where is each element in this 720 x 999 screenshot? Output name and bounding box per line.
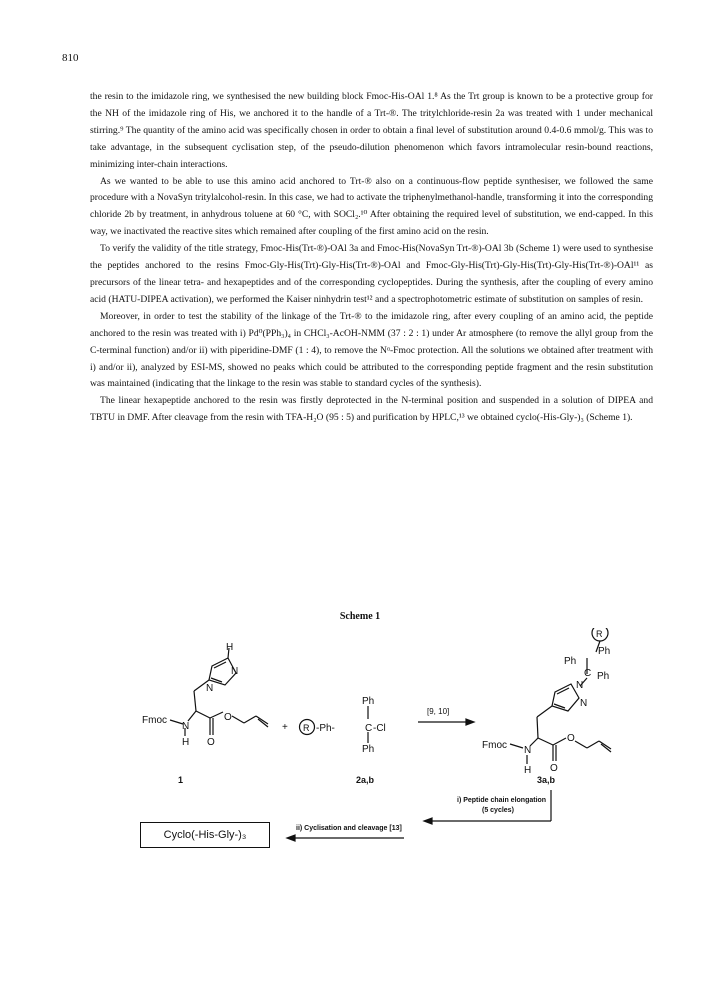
compound-label-2: 2a,b	[356, 775, 375, 785]
atom-n: N	[206, 683, 214, 694]
atom-r: R	[596, 629, 603, 639]
product-box: Cyclo(-His-Gly-)₃	[140, 822, 270, 848]
compound-label-1: 1	[178, 775, 184, 785]
atom-fmoc: Fmoc	[142, 715, 167, 726]
atom-o: O	[207, 737, 215, 748]
body-text	[90, 89, 653, 427]
atom-ph: Ph	[598, 646, 611, 657]
compound-label-3: 3a,b	[537, 775, 556, 785]
atom-h: H	[226, 642, 234, 653]
compound-3-structure	[510, 628, 611, 764]
paragraph-4: Moreover, in order to test the stability of the linkage of the Trt-® to the imidazole ring, after every coupling of an amino acid, the peptide anchored to the resin was treated with i) Pd⁰(PPh₃)₄ in CHCl₃-AcOH-NMM (37 : 2 : 1) under Ar atmosphere (to remove the allyl group from the C-terminal function) and/or ii) with piperidine-DMF (1 : 4), to remove the Nᵅ-Fmoc protection. All the solutions we obtained after treatment with i) and/or ii), analyzed by ESI-MS, showed no peaks which could be attributed to the corresponding peptide fragment and the resin substitution was maintained (indicating that the linkage to the resin was stable to standard cycles of the synthesis).	[90, 310, 653, 390]
step-1-cycles: (5 cycles)	[482, 807, 514, 814]
atom-h: H	[182, 737, 190, 748]
plus-sign: +	[282, 722, 288, 733]
atom-ph-r: -Ph-	[316, 723, 335, 734]
scheme-title: Scheme 1	[339, 611, 381, 622]
atom-n: N	[576, 680, 584, 691]
atom-n: N	[182, 721, 190, 732]
atom-n: N	[580, 698, 588, 709]
atom-fmoc: Fmoc	[482, 740, 507, 751]
atom-ph: Ph	[597, 671, 610, 682]
atom-ph: Ph	[362, 696, 375, 707]
paragraph-5: The linear hexapeptide anchored to the resin was firstly deprotected in the N-terminal position and suspended in a solution of DIPEA and TBTU in DMF. After cleavage from the resin with TFA-H₂O (95 : 5) and purification by HPLC,¹³ we obtained cyclo(-His-Gly-)₃ (Scheme 1).	[90, 395, 653, 424]
page-number: 810	[62, 52, 79, 64]
atom-c: C	[365, 723, 373, 734]
paragraph-1: the resin to the imidazole ring, we synthesised the new building block Fmoc-His-OAl 1.⁸ As the Trt group is known to be a protective group for the NH of the imidazole ring of His, we anchored it to the handle of a Trt-®. The tritylchloride-resin 2a was treated with 1 under mechanical stirring.⁹ The quantity of the amino acid was specifically chosen in order to obtain a final level of substitution around 0.4-0.6 mmol/g. This was to take advantage, in the subsequent cyclisation step, of the pseudo-dilution phenomenon which favors intramolecular resin-bound reactions, minimizing inter-chain interactions.	[90, 91, 653, 170]
reagent-reference: [9, 10]	[427, 707, 450, 716]
atom-o: O	[224, 712, 232, 723]
atom-o: O	[550, 763, 558, 774]
atom-cl: -Cl	[373, 723, 386, 734]
step-1-label: i) Peptide chain elongation	[457, 797, 547, 804]
atom-r: R	[303, 723, 310, 733]
atom-o: O	[567, 733, 575, 744]
step-2-label: ii) Cyclisation and cleavage [13]	[296, 825, 402, 832]
reaction-arrow-3	[287, 835, 404, 841]
paragraph-2: As we wanted to be able to use this amino acid anchored to Trt-® also on a continuous-flow peptide synthesiser, we followed the same procedure with a NovaSyn tritylalcohol-resin. In this case, we had to activate the triphenylmethanol-handle, transforming it into the corresponding chloride 2b by treatment, in anhydrous toluene at 60 °C, with SOCl₂.¹⁰ After obtaining the required level of substitution, we end-capped. In this way, we inactivated the reactive sites which remained after coupling of the first amino acid on the resin.	[90, 175, 653, 238]
atom-n: N	[524, 745, 532, 756]
atom-h: H	[524, 765, 532, 776]
atom-ph: Ph	[564, 656, 577, 667]
atom-n: N	[231, 666, 239, 677]
reaction-arrow-1	[418, 719, 474, 725]
reaction-scheme	[0, 628, 720, 858]
atom-ph: Ph	[362, 744, 375, 755]
paragraph-3: To verify the validity of the title strategy, Fmoc-His(Trt-®)-OAl 3a and Fmoc-His(NovaSyn Trt-®)-OAl 3b (Scheme 1) were used to synthesise the peptides anchored to the resins Fmoc-Gly-His(Trt)-Gly-His(Trt-®)-OAl and Fmoc-Gly-His(Trt)-Gly-His(Trt)-Gly-His(Trt-®)-OAl¹¹ as precursors of the linear tetra- and hexapeptides and of the corresponding cyclopeptides. During the synthesis, after the coupling of every amino acid (HATU-DIPEA activation), we performed the Kaiser ninhydrin test¹² and a spectrophotometric estimate of substitution on samples of resin.	[90, 243, 653, 305]
atom-c: C	[584, 668, 592, 679]
